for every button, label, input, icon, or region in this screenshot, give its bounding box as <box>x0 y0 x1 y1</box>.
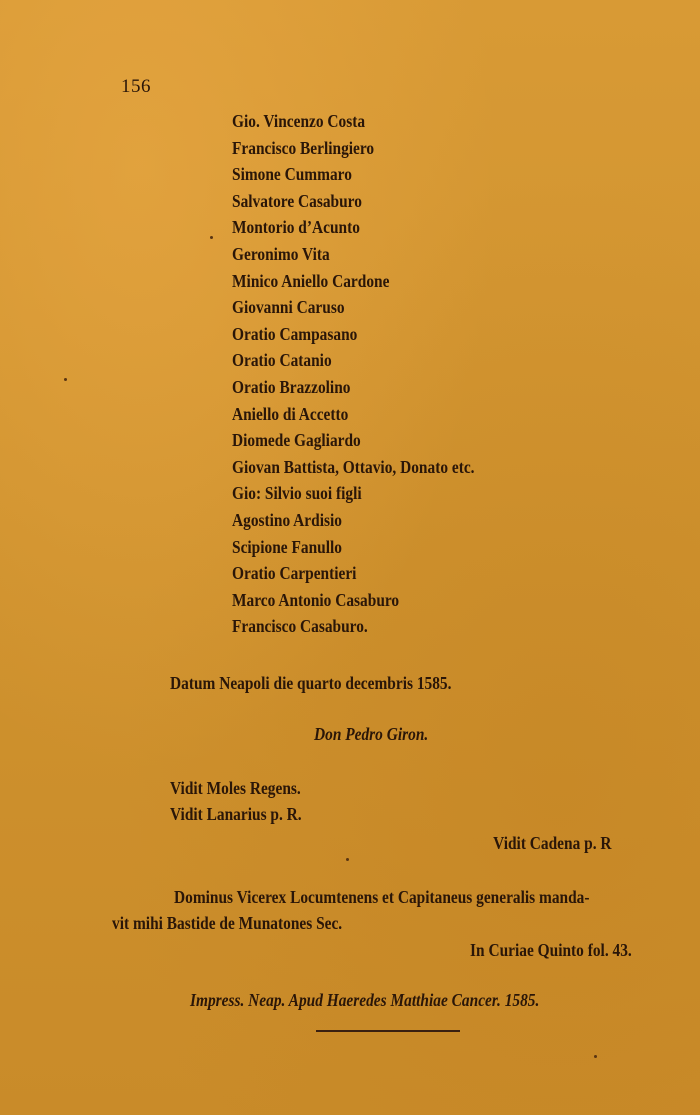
list-item: Giovanni Caruso <box>232 297 345 318</box>
list-item: Marco Antonio Casaburo <box>232 589 400 610</box>
list-item: Gio: Silvio suoi figli <box>232 483 362 504</box>
date-line: Datum Neapoli die quarto decembris 1585. <box>170 673 452 693</box>
page-number: 156 <box>121 76 151 97</box>
list-item: Simone Cummaro <box>232 164 352 185</box>
list-item: Diomede Gagliardo <box>232 430 361 451</box>
closing-rule <box>316 1030 460 1032</box>
curiae-reference: In Curiae Quinto fol. 43. <box>470 940 632 960</box>
list-item: Oratio Brazzolino <box>232 376 351 397</box>
list-item: Montorio d’Acunto <box>232 217 360 238</box>
list-item: Salvatore Casaburo <box>232 190 362 211</box>
paper-speck <box>346 858 349 861</box>
list-item: Minico Aniello Cardone <box>232 270 390 291</box>
paper-speck <box>64 378 67 381</box>
list-item: Oratio Catanio <box>232 350 332 371</box>
vidit-line: Vidit Lanarius p. R. <box>170 804 302 824</box>
list-item: Oratio Campasano <box>232 323 358 344</box>
vidit-line: Vidit Cadena p. R <box>493 833 612 853</box>
list-item: Scipione Fanullo <box>232 536 342 557</box>
paper-speck <box>210 236 213 239</box>
list-item: Gio. Vincenzo Costa <box>232 111 366 131</box>
paragraph-line-2: vit mihi Bastide de Munatones Sec. <box>112 913 343 933</box>
names-list <box>232 108 475 640</box>
signatory: Don Pedro Giron. <box>314 724 429 744</box>
paper-speck <box>594 1055 597 1058</box>
paragraph-line-1: Dominus Vicerex Locumtenens et Capitaneus generalis manda- <box>174 887 590 907</box>
imprint-line: Impress. Neap. Apud Haeredes Matthiae Cancer. 1585. <box>190 990 540 1010</box>
list-item: Agostino Ardisio <box>232 509 342 530</box>
list-item: Francisco Berlingiero <box>232 137 375 158</box>
list-item: Geronimo Vita <box>232 243 330 264</box>
vidit-line: Vidit Moles Regens. <box>170 778 301 798</box>
list-item: Oratio Carpentieri <box>232 563 357 584</box>
list-item: Aniello di Accetto <box>232 403 349 424</box>
list-item: Giovan Battista, Ottavio, Donato etc. <box>232 456 475 477</box>
list-item: Francisco Casaburo. <box>232 616 368 637</box>
